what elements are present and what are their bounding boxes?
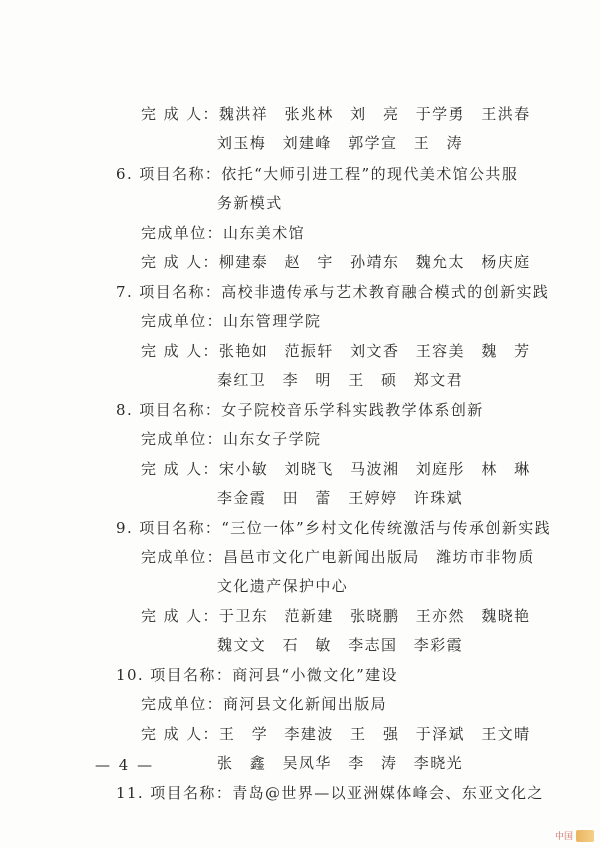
text-line-6: 完 成 人：柳建泰 赵 宇 孙靖东 魏允太 杨庆庭: [141, 253, 531, 271]
text-line-20: 10. 项目名称：商河县“小微文化”建设: [116, 666, 398, 684]
text-line-15: 9. 项目名称：“三位一体”乡村文化传统激活与传承创新实践: [116, 519, 552, 537]
text-line-3: 6. 项目名称：依托“大师引进工程”的现代美术馆公共服: [116, 165, 519, 183]
text-line-1: 完 成 人：魏洪祥 张兆林 刘 亮 于学勇 王洪春: [141, 105, 531, 123]
watermark: [555, 829, 594, 842]
watermark-text: 中国: [554, 832, 573, 842]
text-line-16: 完成单位：昌邑市文化广电新闻出版局 潍坊市非物质: [141, 548, 535, 566]
text-line-13: 完 成 人：宋小敏 刘晓飞 马波湘 刘庭彤 林 琳: [141, 460, 531, 478]
page-number: — 4 —: [95, 756, 155, 774]
text-line-10: 秦红卫 李 明 王 硕 郑文君: [217, 371, 464, 389]
text-line-9: 完 成 人：张艳如 范振轩 刘文香 王容美 魏 芳: [141, 342, 531, 360]
text-line-8: 完成单位：山东管理学院: [141, 312, 322, 330]
text-line-18: 完 成 人：于卫东 范新建 张晓鹏 王亦然 魏晓艳: [141, 607, 531, 625]
text-line-12: 完成单位：山东女子学院: [141, 430, 322, 448]
watermark-logo-icon: [576, 830, 594, 842]
text-line-2: 刘玉梅 刘建峰 郭学宣 王 涛: [217, 134, 464, 152]
text-line-21: 完成单位：商河县文化新闻出版局: [141, 695, 388, 713]
text-line-23: 张 鑫 吴凤华 李 涛 李晓光: [217, 754, 464, 772]
text-line-24: 11. 项目名称：青岛@世界—以亚洲媒体峰会、东亚文化之: [116, 784, 544, 802]
text-line-22: 完 成 人：王 学 李建波 王 强 于泽斌 王文晴: [141, 725, 531, 743]
text-line-5: 完成单位：山东美术馆: [141, 224, 306, 242]
text-line-4: 务新模式: [217, 194, 283, 212]
text-line-19: 魏文文 石 敏 李志国 李彩霞: [217, 636, 464, 654]
text-line-14: 李金霞 田 蕾 王婷婷 许珠斌: [217, 489, 464, 507]
text-line-17: 文化遗产保护中心: [217, 577, 349, 595]
text-line-11: 8. 项目名称：女子院校音乐学科实践教学体系创新: [116, 401, 484, 419]
text-line-7: 7. 项目名称：高校非遗传承与艺术教育融合模式的创新实践: [116, 283, 550, 301]
